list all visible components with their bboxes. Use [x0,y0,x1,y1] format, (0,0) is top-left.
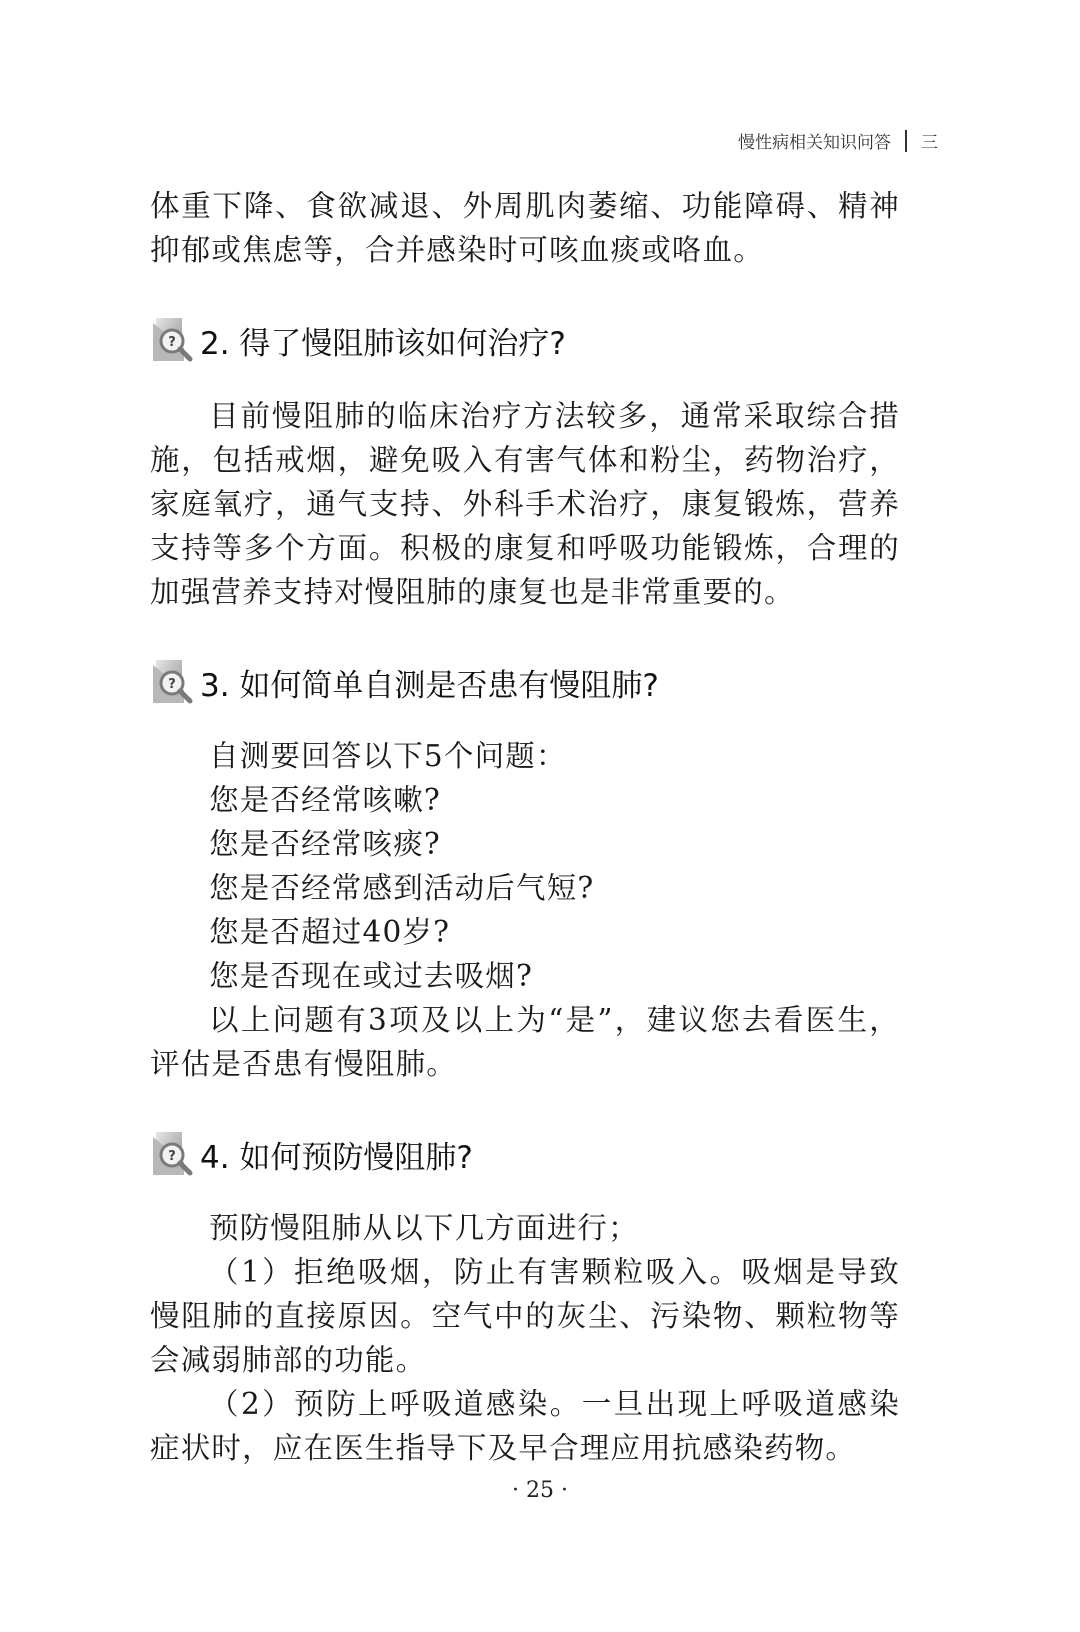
self-test-question: 您是否经常咳痰? [209,827,441,861]
section-heading-text: 4. 如何预防慢阻肺? [200,1139,473,1176]
running-head-title: 慢性病相关知识问答 [738,133,891,153]
self-test-question: 您是否经常咳嗽? [209,783,441,817]
section-heading-text: 2. 得了慢阻肺该如何治疗? [200,325,566,362]
svg-text:?: ? [168,335,176,350]
self-test-list [150,734,900,1086]
intro-paragraph: 体重下降、食欲减退、外周肌肉萎缩、功能障碍、精神抑郁或焦虑等，合并感染时可咳血痰或咯血。 [150,189,900,267]
svg-text:?: ? [168,677,176,692]
section-paragraph: （1）拒绝吸烟，防止有害颗粒吸入。吸烟是导致慢阻肺的直接原因。空气中的灰尘、污染物、颗粒物等会减弱肺部的功能。 [150,1255,900,1377]
section-heading-2 [150,310,900,370]
running-head [738,128,938,153]
svg-text:?: ? [168,1149,176,1164]
section-heading-3 [150,652,900,712]
section-paragraph: 目前慢阻肺的临床治疗方法较多，通常采取综合措施，包括戒烟，避免吸入有害气体和粉尘，药物治疗，家庭氧疗，通气支持、外科手术治疗，康复锻炼，营养支持等多个方面。积极的康复和呼吸功能锻炼，合理的加强营养支持对慢阻肺的康复也是非常重要的。 [150,399,900,609]
page-body [150,184,900,1470]
chapter-mark: 三 [921,133,938,153]
question-magnifier-icon [150,1129,194,1179]
section-heading-4 [150,1124,900,1184]
running-head-divider [905,130,907,152]
self-test-question: 您是否超过40岁? [209,915,451,949]
prevention-list [150,1206,900,1470]
question-magnifier-icon [150,657,194,707]
self-test-question: 您是否现在或过去吸烟? [209,959,534,993]
self-test-intro: 自测要回答以下5个问题： [209,739,567,773]
section-paragraph: 预防慢阻肺从以下几方面进行； [209,1211,639,1245]
section-paragraph: （2）预防上呼吸道感染。一旦出现上呼吸道感染症状时，应在医生指导下及早合理应用抗感染药物。 [150,1387,900,1465]
self-test-conclusion: 以上问题有3项及以上为“是”，建议您去看医生，评估是否患有慢阻肺。 [150,1003,900,1081]
section-heading-text: 3. 如何简单自测是否患有慢阻肺? [200,667,659,704]
page-number: · 25 · [512,1478,568,1503]
self-test-question: 您是否经常感到活动后气短? [209,871,595,905]
question-magnifier-icon [150,315,194,365]
